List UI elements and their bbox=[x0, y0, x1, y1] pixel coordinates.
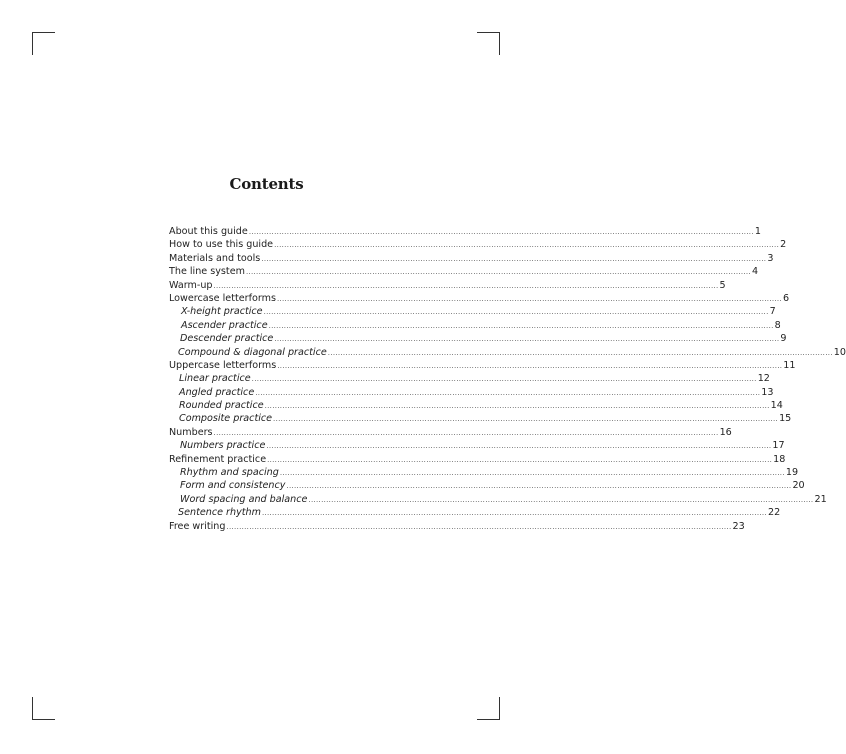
toc-entry-page-number: 4 bbox=[751, 266, 759, 278]
toc-dot-leader: ........................................................................................................................................................................................................ bbox=[266, 442, 772, 451]
toc-entry-page-number: 7 bbox=[769, 306, 776, 318]
toc-entry[interactable] bbox=[169, 426, 732, 439]
toc-entry[interactable] bbox=[169, 238, 787, 251]
toc-entry-page-number: 3 bbox=[767, 252, 774, 264]
toc-entry-page-number: 11 bbox=[783, 359, 796, 371]
crop-mark-top-right bbox=[477, 32, 500, 55]
toc-dot-leader: ........................................................................................................................................................................................................ bbox=[274, 241, 780, 250]
toc-dot-leader: ........................................................................................................................................................................................................ bbox=[277, 361, 783, 370]
toc-entry[interactable] bbox=[169, 319, 781, 332]
toc-dot-leader: ........................................................................................................................................................................................................ bbox=[286, 482, 792, 491]
toc-entry-label: Form and consistency bbox=[180, 480, 286, 492]
page-title: Contents bbox=[229, 175, 304, 193]
toc-entry[interactable] bbox=[169, 305, 776, 318]
toc-dot-leader: ........................................................................................................................................................................................................ bbox=[226, 522, 732, 531]
toc-entry-label: Uppercase letterforms bbox=[169, 359, 277, 371]
toc-entry-label: Lowercase letterforms bbox=[169, 292, 276, 304]
toc-dot-leader: ........................................................................................................................................................................................................ bbox=[273, 415, 779, 424]
toc-dot-leader: ........................................................................................................................................................................................................ bbox=[267, 455, 773, 464]
toc-entry-page-number: 12 bbox=[757, 373, 770, 385]
toc-entry-page-number: 16 bbox=[719, 426, 732, 438]
toc-entry[interactable] bbox=[169, 332, 787, 345]
toc-dot-leader: ........................................................................................................................................................................................................ bbox=[261, 254, 767, 263]
toc-entry[interactable] bbox=[169, 346, 846, 359]
toc-entry-page-number: 13 bbox=[761, 386, 774, 398]
toc-entry-label: Refinement practice bbox=[169, 453, 267, 465]
toc-entry-label: Linear practice bbox=[179, 373, 251, 385]
crop-mark-bottom-right bbox=[477, 697, 500, 720]
toc-entry-label: Descender practice bbox=[180, 333, 274, 345]
toc-entry-page-number: 8 bbox=[774, 319, 781, 331]
toc-dot-leader: ........................................................................................................................................................................................................ bbox=[327, 348, 833, 357]
toc-entry[interactable] bbox=[169, 439, 785, 452]
toc-entry[interactable] bbox=[169, 412, 792, 425]
toc-entry-page-number: 14 bbox=[770, 400, 783, 412]
toc-entry-label: Sentence rhythm bbox=[178, 507, 261, 519]
toc-entry[interactable] bbox=[169, 493, 827, 506]
toc-dot-leader: ........................................................................................................................................................................................................ bbox=[279, 469, 785, 478]
toc-entry-page-number: 21 bbox=[814, 493, 827, 505]
toc-dot-leader: ........................................................................................................................................................................................................ bbox=[264, 402, 770, 411]
toc-entry[interactable] bbox=[169, 265, 759, 278]
toc-entry[interactable] bbox=[169, 520, 745, 533]
toc-entry-page-number: 6 bbox=[782, 292, 790, 304]
toc-dot-leader: ........................................................................................................................................................................................................ bbox=[245, 268, 751, 277]
toc-entry-label: Word spacing and balance bbox=[180, 493, 308, 505]
toc-dot-leader: ........................................................................................................................................................................................................ bbox=[308, 495, 814, 504]
table-of-contents bbox=[169, 225, 846, 533]
toc-entry[interactable] bbox=[169, 252, 774, 265]
toc-entry-page-number: 15 bbox=[779, 413, 792, 425]
toc-entry-label: Compound & diagonal practice bbox=[178, 346, 327, 358]
toc-dot-leader: ........................................................................................................................................................................................................ bbox=[274, 335, 780, 344]
toc-dot-leader: ........................................................................................................................................................................................................ bbox=[248, 228, 754, 236]
toc-dot-leader: ........................................................................................................................................................................................................ bbox=[251, 375, 757, 384]
toc-entry-label: The line system bbox=[169, 266, 245, 278]
toc-entry-label: Angled practice bbox=[179, 386, 255, 398]
toc-entry[interactable] bbox=[169, 386, 774, 399]
toc-entry-label: Rounded practice bbox=[179, 400, 264, 412]
toc-dot-leader: ........................................................................................................................................................................................................ bbox=[276, 294, 782, 303]
toc-entry-page-number: 10 bbox=[833, 346, 846, 358]
toc-entry[interactable] bbox=[169, 279, 726, 292]
toc-entry-page-number: 18 bbox=[773, 453, 786, 465]
toc-entry-label: Rhythm and spacing bbox=[180, 467, 279, 479]
toc-dot-leader: ........................................................................................................................................................................................................ bbox=[268, 321, 774, 330]
toc-entry-page-number: 20 bbox=[792, 480, 805, 492]
toc-entry[interactable] bbox=[169, 466, 799, 479]
toc-entry-label: Numbers practice bbox=[180, 440, 266, 452]
crop-mark-bottom-left bbox=[32, 697, 55, 720]
toc-dot-leader: ........................................................................................................................................................................................................ bbox=[213, 428, 719, 437]
toc-entry-page-number: 1 bbox=[754, 226, 761, 237]
toc-entry-label: Composite practice bbox=[179, 413, 273, 425]
toc-entry[interactable] bbox=[169, 372, 770, 385]
toc-dot-leader: ........................................................................................................................................................................................................ bbox=[263, 308, 769, 317]
toc-entry[interactable] bbox=[169, 359, 796, 372]
toc-entry-label: X-height practice bbox=[181, 306, 263, 318]
toc-entry-label: Materials and tools bbox=[169, 252, 261, 264]
toc-entry-label: How to use this guide bbox=[169, 239, 274, 251]
toc-entry-label: Warm-up bbox=[169, 279, 213, 291]
toc-entry-page-number: 5 bbox=[719, 279, 726, 291]
toc-dot-leader: ........................................................................................................................................................................................................ bbox=[213, 281, 719, 290]
toc-entry[interactable] bbox=[169, 292, 790, 305]
toc-entry-label: Ascender practice bbox=[181, 319, 268, 331]
crop-mark-top-left bbox=[32, 32, 55, 55]
toc-dot-leader: ........................................................................................................................................................................................................ bbox=[255, 388, 761, 397]
toc-entry[interactable] bbox=[169, 506, 781, 519]
toc-entry-label: Free writing bbox=[169, 520, 226, 532]
toc-entry-page-number: 22 bbox=[767, 507, 781, 519]
toc-entry[interactable] bbox=[169, 225, 761, 238]
toc-entry-page-number: 9 bbox=[780, 333, 787, 345]
toc-dot-leader: ........................................................................................................................................................................................................ bbox=[261, 509, 767, 518]
toc-entry-page-number: 17 bbox=[772, 440, 785, 452]
toc-entry[interactable] bbox=[169, 399, 783, 412]
toc-entry-page-number: 19 bbox=[785, 467, 799, 479]
toc-entry-label: About this guide bbox=[169, 226, 248, 237]
toc-entry[interactable] bbox=[169, 479, 805, 492]
toc-entry-label: Numbers bbox=[169, 426, 213, 438]
toc-entry-page-number: 23 bbox=[732, 520, 745, 532]
toc-entry[interactable] bbox=[169, 453, 786, 466]
toc-entry-page-number: 2 bbox=[780, 239, 787, 251]
